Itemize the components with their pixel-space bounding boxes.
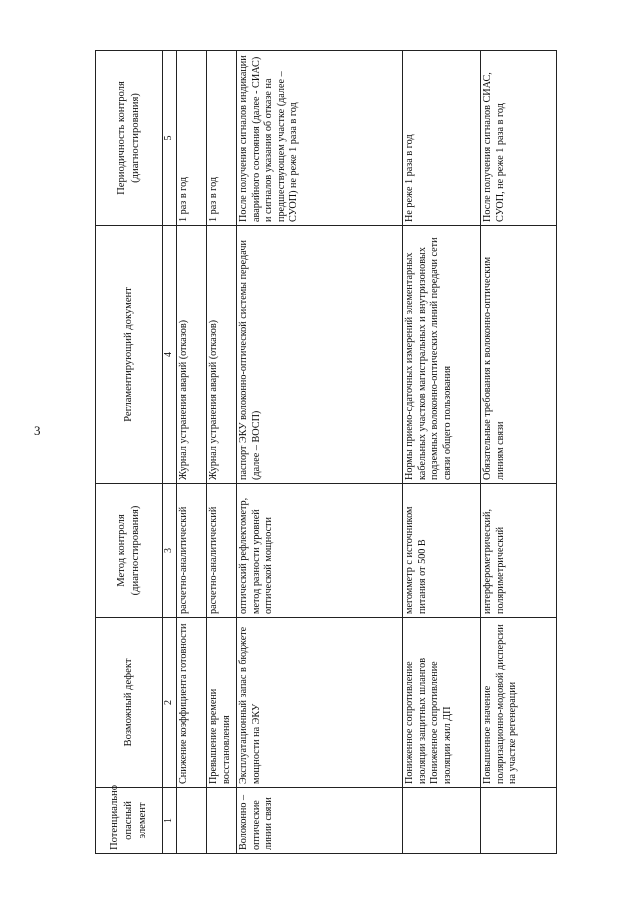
rotated-table-sheet xyxy=(95,51,557,854)
header-method: Метод контроля (диагностирования) xyxy=(96,484,163,618)
column-number-row xyxy=(163,51,177,854)
column-number: 4 xyxy=(163,226,177,484)
element-cell: Волоконно – оптические линии связи xyxy=(237,788,403,854)
periodicity-cell: 1 раз в год xyxy=(207,51,237,226)
table-row xyxy=(403,51,481,854)
defect-cell: Превышение времени восстановления xyxy=(207,618,237,788)
element-cell xyxy=(177,788,207,854)
defect-cell: Снижение коэффициента готовности xyxy=(177,618,207,788)
method-cell: интерферометрический, поляриметрический xyxy=(481,484,557,618)
document-cell: Журнал устранения аварий (отказов) xyxy=(207,226,237,484)
element-cell xyxy=(207,788,237,854)
periodicity-cell: 1 раз в год xyxy=(177,51,207,226)
defect-cell: Повышенное значение поляризационно-модовой дисперсии на участке регенерации xyxy=(481,618,557,788)
header-defect: Возможный дефект xyxy=(96,618,163,788)
header-document: Регламентирующий документ xyxy=(96,226,163,484)
method-cell: оптический рефлектометр, метод разности уровней оптической мощности xyxy=(237,484,403,618)
periodicity-cell: Не реже 1 раза в год xyxy=(403,51,481,226)
table-row xyxy=(177,51,207,854)
table-header-row xyxy=(96,51,163,854)
periodicity-cell: После получения сигналов индикации аварийного состояния (далее - СИАС) и сигналов указания об отказе на предшествующем участке (далее – СУОП) не реже 1 раза в год xyxy=(237,51,403,226)
column-number: 5 xyxy=(163,51,177,226)
method-cell: расчетно-аналитический xyxy=(207,484,237,618)
column-number: 1 xyxy=(163,788,177,854)
document-cell: паспорт ЭКУ волоконно-оптической системы передачи (далее – ВОСП) xyxy=(237,226,403,484)
defect-cell: Пониженное сопротивление изоляции защитных шлангов Пониженное сопротивление изоляции жил ДП xyxy=(403,618,481,788)
column-number: 2 xyxy=(163,618,177,788)
defect-cell: Эксплуатационный запас в бюджете мощности на ЭКУ xyxy=(237,618,403,788)
table-row xyxy=(481,51,557,854)
method-cell: мегомметр с источником питания от 500 В xyxy=(403,484,481,618)
header-element: Потенциально опасный элемент xyxy=(96,788,163,854)
element-cell xyxy=(481,788,557,854)
document-cell: Журнал устранения аварий (отказов) xyxy=(177,226,207,484)
document-cell: Обязательные требования к волоконно-оптическим линиям связи xyxy=(481,226,557,484)
column-number: 3 xyxy=(163,484,177,618)
table-row xyxy=(237,51,403,854)
control-methods-table xyxy=(95,50,557,854)
periodicity-cell: После получения сигналов СИАС, СУОП, не реже 1 раза в год xyxy=(481,51,557,226)
method-cell: расчетно-аналитический xyxy=(177,484,207,618)
header-periodicity: Периодичность контроля (диагностирования) xyxy=(96,51,163,226)
element-cell xyxy=(403,788,481,854)
document-cell: Нормы приемо-сдаточных измерений элементарных кабельных участков магистральных и внутризоновых подземных волоконно-оптических линий передачи сети связи общего пользования xyxy=(403,226,481,484)
page-number: 3 xyxy=(34,423,41,438)
table-row xyxy=(207,51,237,854)
